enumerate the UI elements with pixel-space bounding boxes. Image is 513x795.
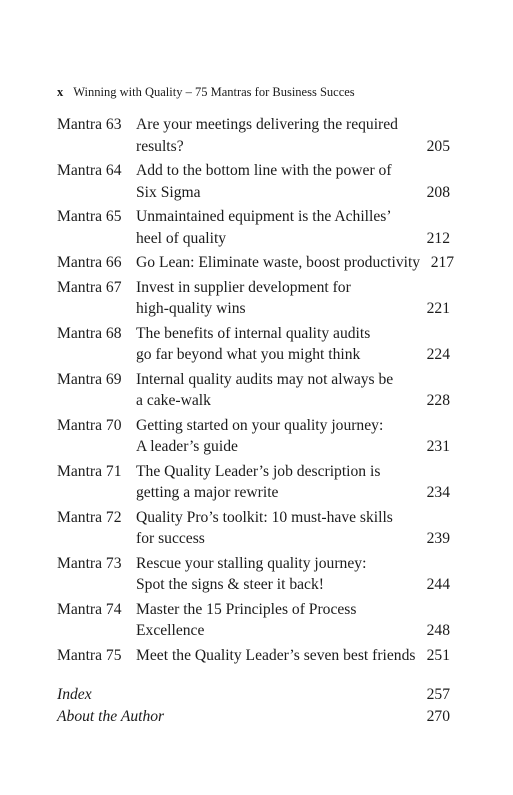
toc-entry-title (136, 206, 420, 249)
toc-entry-title-line: Getting started on your quality journey: (136, 416, 384, 434)
toc-entry-title-line: The benefits of internal quality audits (136, 324, 371, 342)
toc-entry-title (136, 507, 420, 550)
toc-entry-title-line: Master the 15 Principles of Process (136, 600, 357, 618)
toc-entry (57, 160, 450, 203)
toc-entry-title-line: Quality Pro’s toolkit: 10 must-have skills (136, 508, 393, 526)
toc-entry (57, 369, 450, 412)
toc-entry-title (136, 415, 420, 458)
toc-entry-title (136, 599, 420, 642)
running-head (57, 84, 450, 100)
back-matter-list (57, 684, 450, 727)
toc-entry-title (136, 114, 420, 157)
toc-entry-label: Mantra 66 (57, 254, 122, 271)
book-title: Winning with Quality – 75 Mantras for Business Succes (73, 85, 355, 99)
toc-entry-page-number: 251 (426, 646, 450, 664)
toc-entry-title-line: Invest in supplier development for (136, 278, 351, 296)
toc-entry (57, 553, 450, 596)
toc-entry (57, 206, 450, 249)
toc-entry-page-number: 208 (426, 183, 450, 201)
toc-entry-label: Mantra 70 (57, 416, 122, 434)
toc-entry (57, 507, 450, 550)
toc-entry-label: Mantra 71 (57, 462, 122, 480)
toc-entry-title-line: a cake-walk (136, 392, 211, 409)
toc-entry-page-number: 244 (426, 576, 450, 593)
toc-entry-title-line: Are your meetings delivering the required (136, 116, 398, 133)
table-of-contents-page (57, 84, 455, 727)
toc-entry-label: Mantra 67 (57, 278, 122, 296)
toc-entry-page-number: 221 (426, 300, 450, 317)
toc-entry-label: Mantra 65 (57, 208, 122, 225)
toc-entry-title-line: Internal quality audits may not always be (136, 370, 394, 388)
toc-entry (57, 114, 450, 157)
toc-entry (57, 277, 450, 320)
toc-entry-label: Mantra 74 (57, 600, 122, 618)
toc-entry (57, 252, 455, 274)
toc-entry-title-line: Rescue your stalling quality journey: (136, 554, 367, 572)
toc-entry (57, 415, 450, 458)
toc-entry (57, 323, 450, 366)
toc-entry-title-line: go far beyond what you might think (136, 346, 361, 363)
back-matter-entry (57, 684, 450, 706)
toc-entry-title (136, 645, 420, 667)
toc-entry-page-number: 248 (426, 622, 450, 639)
toc-entry-label: Mantra 75 (57, 646, 122, 664)
toc-entry-title-line: The Quality Leader’s job description is (136, 462, 381, 480)
toc-entry-title-line: heel of quality (136, 229, 227, 247)
toc-entry-title (136, 553, 420, 596)
toc-entry-title (136, 369, 420, 412)
toc-entry-title-line: results? (136, 137, 184, 155)
toc-entry-title-line: A leader’s guide (136, 438, 238, 455)
toc-entry-title-line: Go Lean: Eliminate waste, boost productivity (136, 254, 421, 271)
toc-entry-title-line: for success (136, 530, 205, 547)
toc-entry-label: Mantra 69 (57, 370, 122, 388)
toc-entry-title-line: Spot the signs & steer it back! (136, 576, 324, 593)
toc-entry-title (136, 461, 420, 504)
back-matter-page-number: 257 (426, 686, 450, 703)
back-matter-entry (57, 706, 450, 728)
toc-entry-page-number: 212 (426, 229, 450, 247)
toc-entry-title-line: high-quality wins (136, 300, 246, 317)
toc-entry-title-line: Add to the bottom line with the power of (136, 162, 392, 179)
toc-entry (57, 645, 450, 667)
toc-entry-page-number: 205 (426, 137, 450, 155)
toc-entry-page-number: 239 (426, 530, 450, 547)
toc-entry-page-number: 228 (426, 392, 450, 409)
toc-list (57, 114, 455, 666)
toc-entry-page-number: 231 (426, 438, 450, 455)
toc-entry-title (136, 277, 420, 320)
toc-entry (57, 461, 450, 504)
toc-entry-label: Mantra 63 (57, 116, 122, 133)
toc-entry-label: Mantra 68 (57, 324, 122, 342)
toc-entry-title-line: Excellence (136, 622, 205, 639)
toc-entry-page-number: 224 (426, 346, 450, 363)
back-matter-page-number: 270 (426, 707, 450, 725)
toc-entry-title-line: getting a major rewrite (136, 484, 279, 501)
toc-entry-title-line: Meet the Quality Leader’s seven best friends (136, 646, 416, 664)
page-folio: x (57, 85, 64, 99)
back-matter-title: Index (57, 686, 92, 703)
toc-entry-label: Mantra 64 (57, 162, 122, 179)
toc-entry-page-number: 217 (430, 254, 455, 271)
toc-entry-title-line: Six Sigma (136, 183, 201, 201)
toc-entry-title (136, 160, 420, 203)
toc-entry (57, 599, 450, 642)
toc-entry-page-number: 234 (426, 484, 450, 501)
toc-entry-label: Mantra 72 (57, 508, 122, 526)
toc-entry-title (136, 323, 420, 366)
toc-entry-label: Mantra 73 (57, 554, 122, 572)
toc-entry-title-line: Unmaintained equipment is the Achilles’ (136, 208, 392, 225)
toc-entry-title (136, 252, 424, 274)
back-matter-title: About the Author (57, 707, 165, 725)
